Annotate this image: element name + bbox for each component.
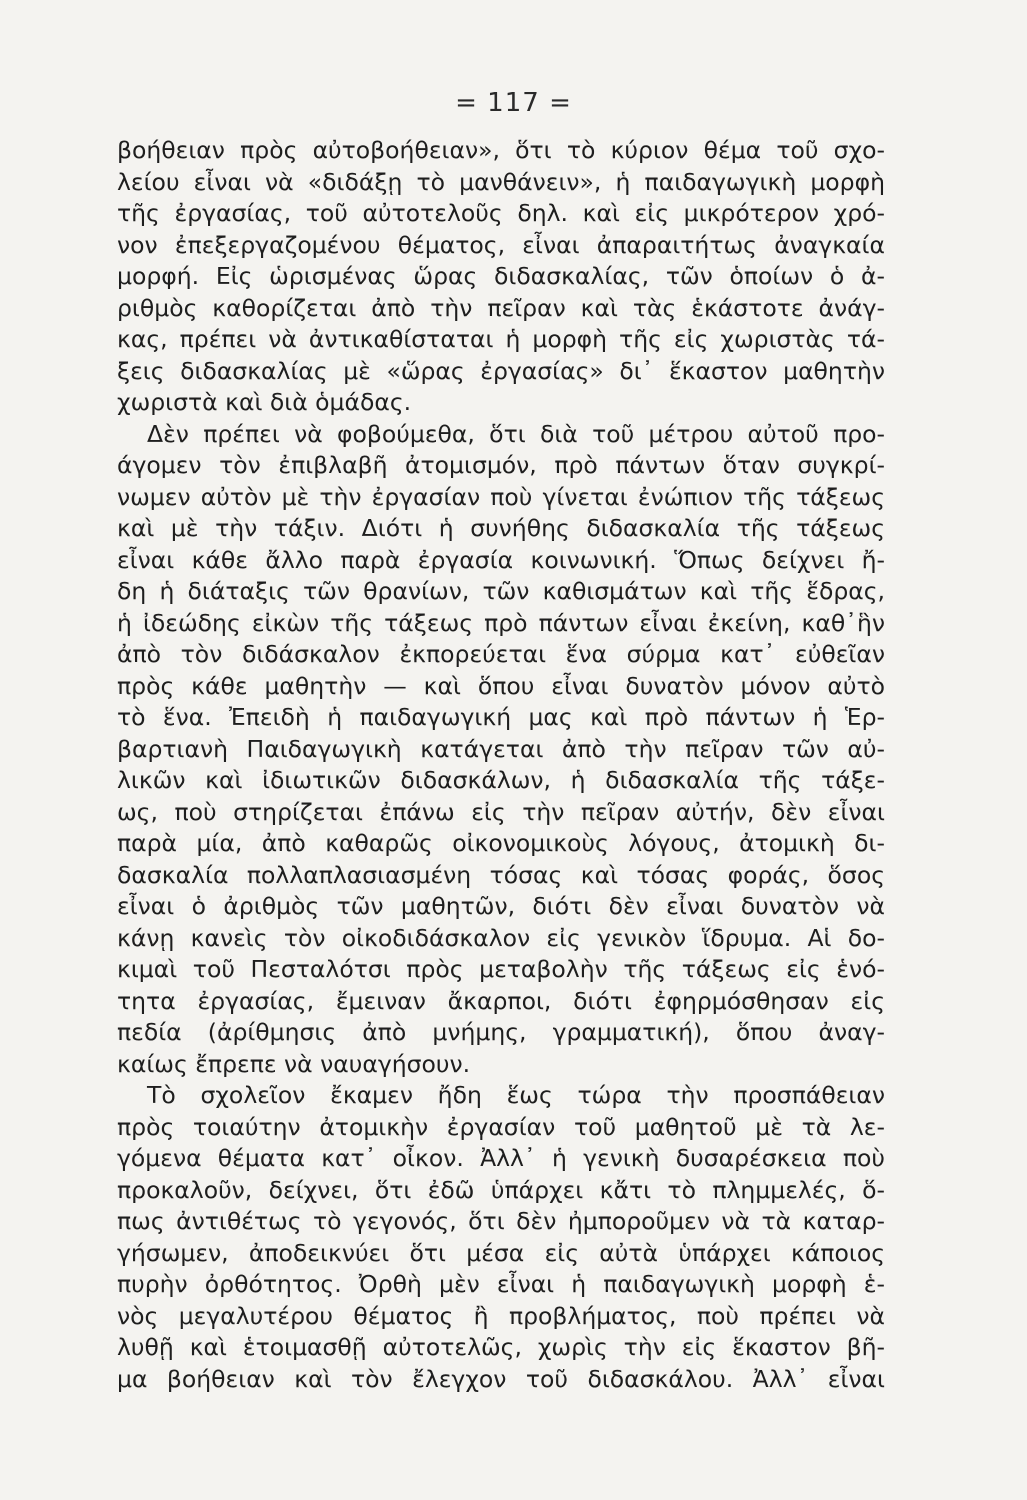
text-line: ως, ποὺ στηρίζεται ἐπάνω εἰς τὴν πεῖραν αὐτήν, δὲν εἶναι xyxy=(117,797,885,826)
text-line: μα βοήθειαν καὶ τὸν ἔλεγχον τοῦ διδασκάλου. Ἀλλ᾿ εἶναι xyxy=(117,1364,885,1393)
text-line: πρὸς τοιαύτην ἀτομικὴν ἐργασίαν τοῦ μαθητοῦ μὲ τὰ λε- xyxy=(117,1112,885,1141)
text-line: Δὲν πρέπει νὰ φοβούμεθα, ὅτι διὰ τοῦ μέτρου αὐτοῦ προ- xyxy=(147,419,885,448)
text-line: νωμεν αὐτὸν μὲ τὴν ἐργασίαν ποὺ γίνεται ἐνώπιον τῆς τάξεως xyxy=(117,482,885,511)
text-line: καὶ μὲ τὴν τάξιν. Διότι ἡ συνήθης διδασκαλία τῆς τάξεως xyxy=(117,514,885,542)
text-line: προκαλοῦν, δείχνει, ὅτι ἐδῶ ὑπάρχει κἄτι τὸ πλημμελές, ὅ- xyxy=(117,1175,885,1204)
text-line: δη ἡ διάταξις τῶν θρανίων, τῶν καθισμάτων καὶ τῆς ἕδρας, xyxy=(117,577,885,605)
text-line: κας, πρέπει νὰ ἀντικαθίσταται ἡ μορφὴ τῆς εἰς χωριστὰς τά- xyxy=(117,325,885,353)
text-line: Τὸ σχολεῖον ἔκαμεν ἤδη ἕως τώρα τὴν προσπάθειαν xyxy=(147,1081,885,1109)
text-line: κάνῃ κανεὶς τὸν οἰκοδιδάσκαλον εἰς γενικὸν ἵδρυμα. Αἱ δο- xyxy=(117,923,885,952)
text-line: κιμαὶ τοῦ Πεσταλότσι πρὸς μεταβολὴν τῆς τάξεως εἰς ἑνό- xyxy=(117,955,885,983)
text-line: ριθμὸς καθορίζεται ἀπὸ τὴν πεῖραν καὶ τὰς ἑκάστοτε ἀνάγ- xyxy=(117,293,885,322)
page-number: = 117 = xyxy=(455,88,572,118)
text-line: λικῶν καὶ ἰδιωτικῶν διδασκάλων, ἡ διδασκαλία τῆς τάξε- xyxy=(117,766,885,794)
text-line: άγομεν τὸν ἐπιβλαβῆ ἀτομισμόν, πρὸ πάντων ὅταν συγκρί- xyxy=(117,451,885,479)
text-line: παρὰ μία, ἀπὸ καθαρῶς οἰκονομικοὺς λόγους, ἀτομικὴ δι- xyxy=(117,829,885,857)
text-line: πρὸς κάθε μαθητὴν — καὶ ὅπου εἶναι δυνατὸν μόνον αὐτὸ xyxy=(117,671,885,700)
text-line: εἶναι κάθε ἄλλο παρὰ ἐργασία κοινωνική. Ὅπως δείχνει ἤ- xyxy=(117,545,885,574)
text-line: νον ἐπεξεργαζομένου θέματος, εἶναι ἀπαραιτήτως ἀναγκαία xyxy=(117,230,885,259)
body-text xyxy=(117,135,885,1395)
text-line: δασκαλία πολλαπλασιασμένη τόσας καὶ τόσας φοράς, ὅσος xyxy=(117,860,885,889)
text-line: νὸς μεγαλυτέρου θέματος ἢ προβλήματος, ποὺ πρέπει νὰ xyxy=(117,1301,885,1330)
text-line: ξεις διδασκαλίας μὲ «ὥρας ἐργασίας» δι᾿ ἕκαστον μαθητὴν xyxy=(117,356,885,385)
text-line: λείου εἶναι νὰ «διδάξῃ τὸ μανθάνειν», ἡ παιδαγωγικὴ μορφὴ xyxy=(117,167,885,196)
text-line: γόμενα θέματα κατ᾿ οἶκον. Ἀλλ᾿ ἡ γενικὴ δυσαρέσκεια ποὺ xyxy=(117,1144,885,1172)
text-line: γήσωμεν, ἀποδεικνύει ὅτι μέσα εἰς αὐτὰ ὑπάρχει κάποιος xyxy=(117,1238,885,1267)
text-line: ἡ ἰδεώδης εἰκὼν τῆς τάξεως πρὸ πάντων εἶναι ἐκείνη, καθ᾿ἣν xyxy=(117,608,885,637)
text-line: πεδία (ἀρίθμησις ἀπὸ μνήμης, γραμματική), ὅπου ἀναγ- xyxy=(117,1018,885,1046)
text-line: τητα ἐργασίας, ἔμειναν ἄκαρποι, διότι ἐφηρμόσθησαν εἰς xyxy=(117,986,885,1015)
text-line: λυθῇ καὶ ἑτοιμασθῇ αὐτοτελῶς, χωρὶς τὴν εἰς ἕκαστον βῆ- xyxy=(117,1333,885,1361)
text-line: καίως ἔπρεπε νὰ ναυαγήσουν. xyxy=(117,1049,471,1078)
text-line: τῆς ἐργασίας, τοῦ αὐτοτελοῦς δηλ. καὶ εἰς μικρότερον χρό- xyxy=(117,199,885,227)
text-line: χωριστὰ καὶ διὰ ὁμάδας. xyxy=(117,388,412,416)
text-line: βαρτιανὴ Παιδαγωγικὴ κατάγεται ἀπὸ τὴν πεῖραν τῶν αὐ- xyxy=(117,734,885,763)
text-line: τὸ ἕνα. Ἐπειδὴ ἡ παιδαγωγική μας καὶ πρὸ πάντων ἡ Ἑρ- xyxy=(117,703,885,731)
text-line: μορφή. Εἰς ὡρισμένας ὥρας διδασκαλίας, τῶν ὁποίων ὁ ἀ- xyxy=(117,262,885,290)
text-line: ἀπὸ τὸν διδάσκαλον ἐκπορεύεται ἕνα σύρμα κατ᾿ εὐθεῖαν xyxy=(117,640,885,668)
text-line: πυρὴν ὀρθότητος. Ὀρθὴ μὲν εἶναι ἡ παιδαγωγικὴ μορφὴ ἑ- xyxy=(117,1270,885,1298)
text-line: πως ἀντιθέτως τὸ γεγονός, ὅτι δὲν ἠμποροῦμεν νὰ τὰ καταρ- xyxy=(117,1207,885,1235)
text-line: βοήθειαν πρὸς αὐτοβοήθειαν», ὅτι τὸ κύριον θέμα τοῦ σχο- xyxy=(117,136,885,164)
text-line: εἶναι ὁ ἀριθμὸς τῶν μαθητῶν, διότι δὲν εἶναι δυνατὸν νὰ xyxy=(117,892,885,920)
